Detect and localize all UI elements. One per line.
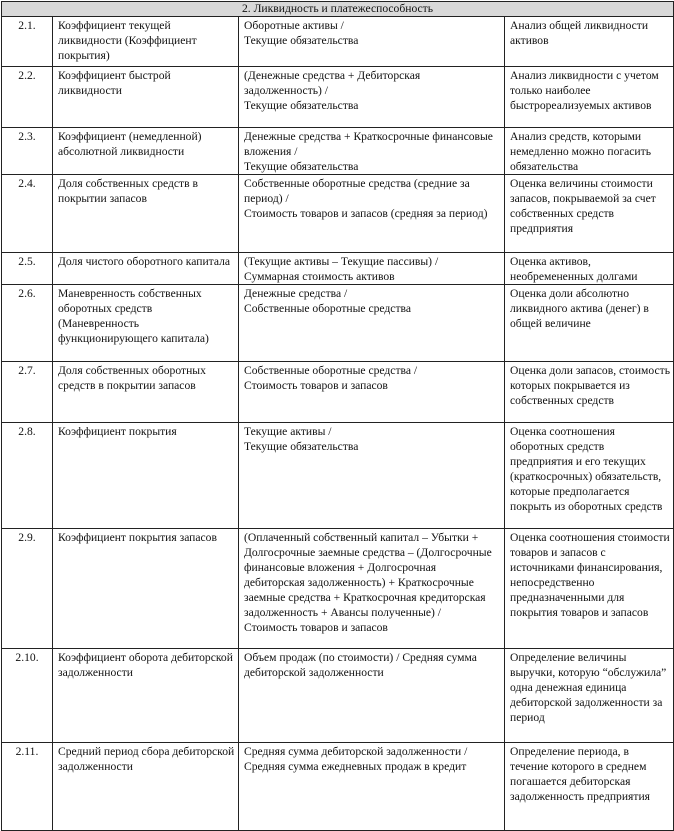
indicator-purpose: Оценка активов, необремененных долгами	[505, 253, 674, 285]
table-row	[2, 362, 674, 423]
indicator-formula: Собственные оборотные средства (средние за период) / Стоимость товаров и запасов (средняя за период)	[239, 175, 505, 253]
row-number: 2.6.	[2, 285, 53, 362]
table-row	[2, 649, 674, 743]
indicator-name: Коэффициент покрытия	[53, 423, 239, 529]
indicator-formula: Оборотные активы / Текущие обязательства	[239, 17, 505, 67]
indicator-formula: Текущие активы / Текущие обязательства	[239, 423, 505, 529]
table-row	[2, 743, 674, 831]
table-row	[2, 285, 674, 362]
indicator-purpose: Анализ общей ликвидности активов	[505, 17, 674, 67]
indicator-purpose: Анализ средств, которыми немедленно можно погасить обязательства	[505, 128, 674, 175]
indicator-purpose: Оценка величины стоимости запасов, покрываемой за счет собственных средств предприятия	[505, 175, 674, 253]
indicator-formula: Объем продаж (по стоимости) / Средняя сумма дебиторской задолженности	[239, 649, 505, 743]
indicator-purpose: Определение величины выручки, которую “обслужила” одна денежная единица дебиторской задолженности за период	[505, 649, 674, 743]
indicator-purpose: Определение периода, в течение которого в среднем погашается дебиторская задолженность предприятия	[505, 743, 674, 831]
row-number: 2.8.	[2, 423, 53, 529]
indicator-formula: Средняя сумма дебиторской задолженности / Средняя сумма ежедневных продаж в кредит	[239, 743, 505, 831]
row-number: 2.3.	[2, 128, 53, 175]
indicator-name: Доля чистого оборотного капитала	[53, 253, 239, 285]
indicator-name: Коэффициент текущей ликвидности (Коэффициент покрытия)	[53, 17, 239, 67]
indicator-formula: Денежные средства / Собственные оборотные средства	[239, 285, 505, 362]
row-number: 2.1.	[2, 17, 53, 67]
indicator-name: Доля собственных оборотных средств в покрытии запасов	[53, 362, 239, 423]
table-row	[2, 253, 674, 285]
table-row	[2, 423, 674, 529]
section-header: 2. Ликвидность и платежеспособность	[2, 2, 674, 17]
indicator-formula: Собственные оборотные средства / Стоимость товаров и запасов	[239, 362, 505, 423]
indicator-purpose: Анализ ликвидности с учетом только наиболее быстрореализуемых активов	[505, 67, 674, 128]
indicator-formula: (Оплаченный собственный капитал – Убытки + Долгосрочные заемные средства – (Долгосрочные финансовые вложения + Долгосрочная дебиторская задолженность) + Краткосрочные заемные средства + Краткосрочная кредиторская задолженность + Авансы полученные) / Стоимость товаров и запасов	[239, 529, 505, 649]
liquidity-table	[1, 1, 674, 831]
table-body	[2, 17, 674, 831]
indicator-purpose: Оценка доли абсолютно ликвидного актива (денег) в общей величине	[505, 285, 674, 362]
indicator-formula: (Текущие активы – Текущие пассивы) / Суммарная стоимость активов	[239, 253, 505, 285]
indicator-name: Коэффициент покрытия запасов	[53, 529, 239, 649]
table-row	[2, 175, 674, 253]
indicator-name: Маневренность собственных оборотных средств (Маневренность функционирующего капитала)	[53, 285, 239, 362]
table-row	[2, 128, 674, 175]
row-number: 2.11.	[2, 743, 53, 831]
indicator-formula: (Денежные средства + Дебиторская задолженность) / Текущие обязательства	[239, 67, 505, 128]
row-number: 2.10.	[2, 649, 53, 743]
indicator-purpose: Оценка соотношения стоимости товаров и запасов с источниками финансирования, непосредственно предназначенными для покрытия товаров и запасов	[505, 529, 674, 649]
row-number: 2.7.	[2, 362, 53, 423]
table-row	[2, 17, 674, 67]
row-number: 2.9.	[2, 529, 53, 649]
indicator-formula: Денежные средства + Краткосрочные финансовые вложения / Текущие обязательства	[239, 128, 505, 175]
indicator-name: Коэффициент быстрой ликвидности	[53, 67, 239, 128]
indicator-name: Коэффициент (немедленной) абсолютной ликвидности	[53, 128, 239, 175]
row-number: 2.2.	[2, 67, 53, 128]
row-number: 2.4.	[2, 175, 53, 253]
indicator-name: Средний период сбора дебиторской задолженности	[53, 743, 239, 831]
indicator-name: Коэффициент оборота дебиторской задолженности	[53, 649, 239, 743]
indicator-purpose: Оценка соотношения оборотных средств предприятия и его текущих (краткосрочных) обязательств, которые предполагается покрыть из оборотных средств	[505, 423, 674, 529]
table-row	[2, 67, 674, 128]
indicator-name: Доля собственных средств в покрытии запасов	[53, 175, 239, 253]
row-number: 2.5.	[2, 253, 53, 285]
table-row	[2, 529, 674, 649]
indicator-purpose: Оценка доли запасов, стоимость которых покрывается из собственных средств	[505, 362, 674, 423]
